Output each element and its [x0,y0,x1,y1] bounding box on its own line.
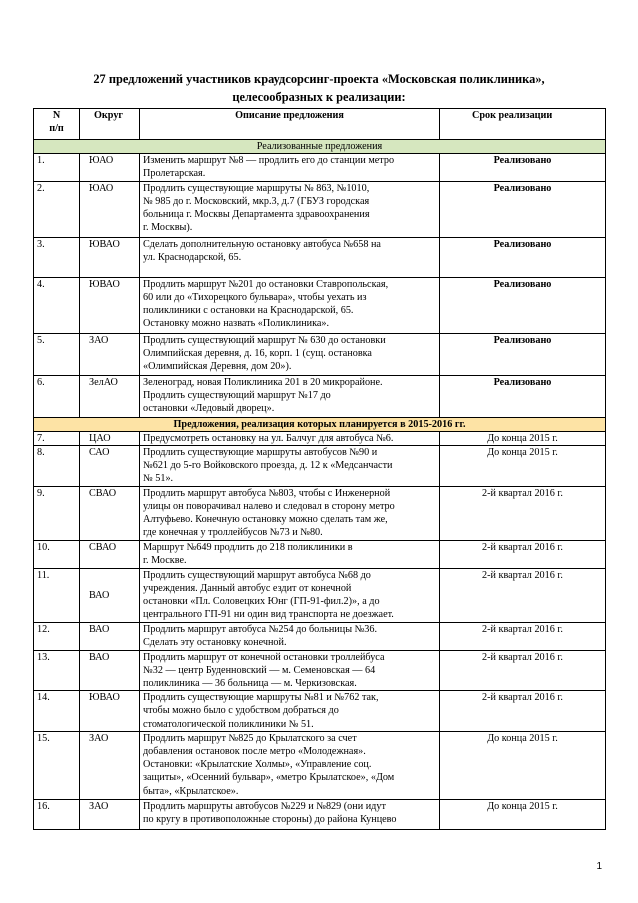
description-line: г. Москве. [143,554,187,566]
row-srok: 2-й квартал 2016 г. [440,622,606,650]
description-line: Маршрут №649 продлить до 218 поликлиники в [143,541,353,553]
description-line: Продлить существующий маршрут № 630 до остановки [143,334,386,346]
table-header-row [34,109,606,140]
document-title [0,70,638,106]
row-okrug: ЮАО [80,154,140,181]
description-line: №621 до 5-го Войковского проезда, д. 12 к «Медсанчасти [143,460,393,472]
table-row [34,181,606,237]
row-number: 12. [34,622,80,650]
row-okrug: ЗАО [80,799,140,829]
description-line: стоматологической поликлиники № 51. [143,718,314,730]
row-number: 13. [34,650,80,691]
row-okrug: ЮВАО [80,237,140,277]
description-line: остановки «Пл. Соловецких Юнг (ГП-91-фил.2)», а до [143,596,380,608]
row-description [140,333,440,375]
row-number: 15. [34,731,80,799]
table-row [34,375,606,417]
description-line: Продлить маршрут автобуса №254 до больницы №36. [143,623,378,635]
row-srok: Реализовано [440,333,606,375]
table-row [34,277,606,333]
row-description [140,540,440,568]
description-line: Сделать дополнительную остановку автобуса №658 на [143,238,381,250]
row-number: 4. [34,277,80,333]
table-row [34,486,606,540]
row-okrug: ВАО [80,650,140,691]
section-title-done: Реализованные предложения [34,140,606,154]
row-okrug: ЮВАО [80,277,140,333]
row-srok: Реализовано [440,154,606,181]
table-row [34,431,606,445]
row-description [140,650,440,691]
table-row [34,446,606,487]
row-number: 10. [34,540,80,568]
row-okrug: ВАО [80,622,140,650]
table-row [34,333,606,375]
row-srok: 2-й квартал 2016 г. [440,650,606,691]
description-line: Предусмотреть остановку на ул. Балчуг для автобуса №6. [143,432,394,444]
row-srok: Реализовано [440,181,606,237]
col-header-srok: Срок реализации [440,109,606,140]
row-number: 8. [34,446,80,487]
description-line: больница г. Москвы Департамента здравоохранения [143,209,370,221]
row-srok: До конца 2015 г. [440,431,606,445]
description-line: улицы он поворачивал налево и следовал в сторону метро [143,500,395,512]
description-line: «Олимпийская Деревня, дом 20»). [143,361,292,373]
description-line: где конечная у троллейбусов №73 и №80. [143,527,323,539]
section-header-done [34,140,606,154]
col-header-okrug: Округ [80,109,140,140]
description-line: Зеленоград, новая Поликлиника 201 в 20 микрорайоне. [143,376,383,388]
row-description [140,154,440,181]
title-line-1: 27 предложений участников краудсорсинг-проекта «Московская поликлиника», [93,72,545,86]
description-line: Продлить маршрут №825 до Крылатского за счет [143,732,357,744]
description-line: Алтуфьево. Конечную остановку можно сделать там же, [143,514,388,526]
row-okrug: ЗАО [80,731,140,799]
proposals-table [33,108,606,830]
row-srok: 2-й квартал 2016 г. [440,540,606,568]
row-number: 14. [34,691,80,732]
description-line: Олимпийская деревня, д. 16, корп. 1 (сущ. остановка [143,347,372,359]
row-srok: Реализовано [440,277,606,333]
description-line: №32 — центр Буденновский — м. Семеновская — 64 [143,664,376,676]
description-line: центрального ГП-91 ни один вид транспорта не доезжает. [143,609,394,621]
row-srok: 2-й квартал 2016 г. [440,568,606,622]
page-number: 1 [596,861,602,872]
row-description [140,568,440,622]
table-row [34,799,606,829]
row-srok: 2-й квартал 2016 г. [440,486,606,540]
description-line: Продлить существующие маршруты №81 и №762 так, [143,692,379,704]
row-number: 11. [34,568,80,622]
row-number: 6. [34,375,80,417]
description-line: быта», «Крылатское». [143,785,239,797]
description-line: Продлить существующий маршрут №17 до [143,389,331,401]
row-description [140,446,440,487]
description-line: 60 или до «Тихорецкого бульвара», чтобы уехать из [143,291,367,303]
description-line: остановки «Ледовый дворец». [143,403,275,415]
description-line: поликлиника — 36 больница — м. Черкизовская. [143,678,357,690]
description-line: Остановки: «Крылатские Холмы», «Управление соц. [143,759,372,771]
row-okrug: СВАО [80,540,140,568]
description-line: Остановку можно назвать «Поликлиника». [143,318,330,330]
row-description [140,731,440,799]
description-line: № 51». [143,473,174,485]
description-line: по кругу в противоположные стороны) до района Кунцево [143,814,397,826]
table-row [34,622,606,650]
description-line: г. Москвы). [143,222,193,234]
description-line: Продлить существующие маршруты автобусов №90 и [143,447,378,459]
table-row [34,731,606,799]
description-line: Продлить маршрут от конечной остановки троллейбуса [143,651,385,663]
description-line: № 985 до г. Московский, мкр.3, д.7 (ГБУЗ городская [143,195,370,207]
row-okrug: САО [80,446,140,487]
row-description [140,181,440,237]
row-okrug: ЮВАО [80,691,140,732]
section-header-planned [34,417,606,431]
description-line: защиты», «Осенний бульвар», «метро Крылатское», «Дом [143,772,395,784]
description-line: учреждения. Данный автобус ездит от конечной [143,582,352,594]
description-line: Изменить маршрут №8 — продлить его до станции метро [143,155,395,167]
row-okrug: СВАО [80,486,140,540]
title-line-2: целесообразных к реализации: [232,90,406,104]
row-srok: Реализовано [440,237,606,277]
row-number: 3. [34,237,80,277]
row-description [140,622,440,650]
row-number: 7. [34,431,80,445]
row-description [140,375,440,417]
row-okrug: ЗАО [80,333,140,375]
row-number: 9. [34,486,80,540]
description-line: Сделать эту остановку конечной. [143,636,287,648]
row-srok: Реализовано [440,375,606,417]
row-number: 1. [34,154,80,181]
table-row [34,568,606,622]
row-number: 5. [34,333,80,375]
row-okrug: ЮАО [80,181,140,237]
description-line: Продлить маршрут №201 до остановки Ставропольская, [143,278,389,290]
description-line: поликлиники с остановки на Краснодарской, 65. [143,305,354,317]
col-header-desc: Описание предложения [140,109,440,140]
row-number: 2. [34,181,80,237]
description-line: добавления остановок после метро «Молодежная». [143,746,366,758]
table-row [34,691,606,732]
row-description [140,691,440,732]
table-row [34,154,606,181]
row-description [140,431,440,445]
section-title-planned: Предложения, реализация которых планируется в 2015-2016 гг. [34,417,606,431]
row-okrug: ЗелАО [80,375,140,417]
row-description [140,237,440,277]
col-header-num: N п/п [34,109,80,140]
row-srok: До конца 2015 г. [440,446,606,487]
row-srok: До конца 2015 г. [440,731,606,799]
table-row [34,540,606,568]
table-row [34,237,606,277]
row-srok: 2-й квартал 2016 г. [440,691,606,732]
row-srok: До конца 2015 г. [440,799,606,829]
row-okrug: ВАО [80,568,140,622]
description-line: ул. Краснодарской, 65. [143,251,242,263]
description-line: чтобы можно было с удобством добраться до [143,705,339,717]
description-line: Продлить существующие маршруты № 863, №1010, [143,182,370,194]
table-row [34,650,606,691]
row-number: 16. [34,799,80,829]
description-line: Продлить маршруты автобусов №229 и №829 (они идут [143,800,386,812]
row-description [140,486,440,540]
description-line: Продлить существующий маршрут автобуса №68 до [143,569,371,581]
row-okrug: ЦАО [80,431,140,445]
row-description [140,799,440,829]
row-description [140,277,440,333]
description-line: Пролетарская. [143,168,206,180]
description-line: Продлить маршрут автобуса №803, чтобы с Инженерной [143,487,391,499]
